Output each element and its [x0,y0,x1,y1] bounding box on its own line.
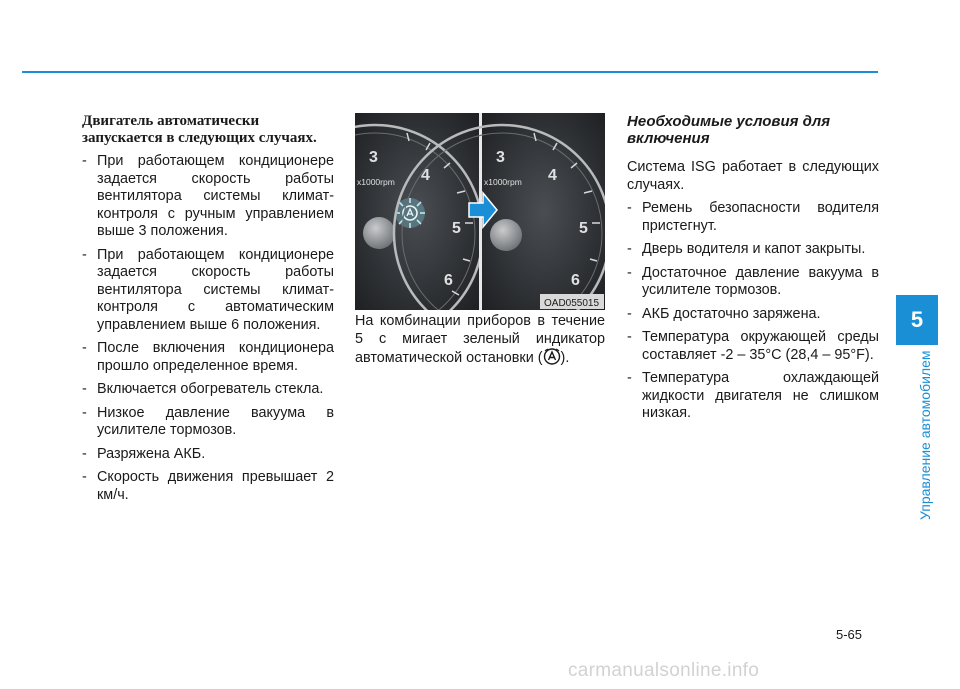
left-gauge-panel [355,113,483,310]
figure-code: OAD055015 [544,298,600,309]
list-item: - После включения кондиционера прошло определенное время. [82,340,334,375]
indicator-description-text: На комбинации приборов в течение 5 с мигает зеленый индикатор автоматической остановки ( [355,313,605,366]
left-gauge-tick-3: 3 [369,149,378,166]
section-heading-auto-restart: Двигатель автоматически запускается в следующих случаях. [82,113,317,146]
tachometer-illustration [355,113,605,310]
list-item: - Скорость движения превышает 2 км/ч. [82,469,334,504]
left-gauge-unit: x1000rpm [357,177,395,187]
indicator-description [355,313,605,368]
right-gauge-tick-4: 4 [548,167,557,184]
list-item: - АКБ достаточно заряжена. [627,306,879,324]
list-item: - Температура охлаждающей жидкости двигателя не слишком низкая. [627,370,879,423]
list-item: - Температура окружающей среды составляет -2 – 35°C (28,4 – 95°F). [627,329,879,364]
chapter-title: Управление автомобилем [917,350,933,520]
conditions-intro: Система ISG работает в следующих случаях. [627,159,879,193]
watermark: carmanualsonline.info [568,660,760,681]
section-heading-conditions: Необходимые условия для включения [627,113,831,147]
list-item: - Включается обогреватель стекла. [82,381,334,399]
right-gauge-tick-5: 5 [579,220,588,237]
list-item: - При работающем кондиционере задается скорость работы вентилятора системы климат-контроля с ручным управлением выше 3 положения. [82,153,334,241]
left-gauge-tick-6: 6 [444,272,453,289]
column-middle [355,313,605,374]
right-gauge-tick-3: 3 [496,149,505,166]
list-item: - Ремень безопасности водителя пристегнут. [627,200,879,235]
list-item: - Разряжена АКБ. [82,446,334,464]
left-gauge-tick-5: 5 [452,220,461,237]
restart-conditions-list [82,153,334,504]
instrument-cluster-figure [355,113,605,310]
column-right [627,113,879,429]
list-item: - Достаточное давление вакуума в усилителе тормозов. [627,265,879,300]
list-item: - Низкое давление вакуума в усилителе тормозов. [82,405,334,440]
list-item: - При работающем кондиционере задается скорость работы вентилятора системы климат-контроля с автоматическим управлением выше 6 положения. [82,247,334,335]
list-item: - Дверь водителя и капот закрыты. [627,241,879,259]
right-gauge-unit: x1000rpm [484,177,522,187]
page-number: 5-65 [836,627,863,642]
indicator-description-end: ). [560,350,570,366]
operating-conditions-list [627,200,879,423]
left-gauge-tick-4: 4 [421,167,430,184]
chapter-tab: 5 [896,295,938,345]
right-gauge-tick-6: 6 [571,272,580,289]
isg-auto-stop-icon [543,348,561,365]
header-rule [22,71,878,73]
column-left [82,113,334,510]
